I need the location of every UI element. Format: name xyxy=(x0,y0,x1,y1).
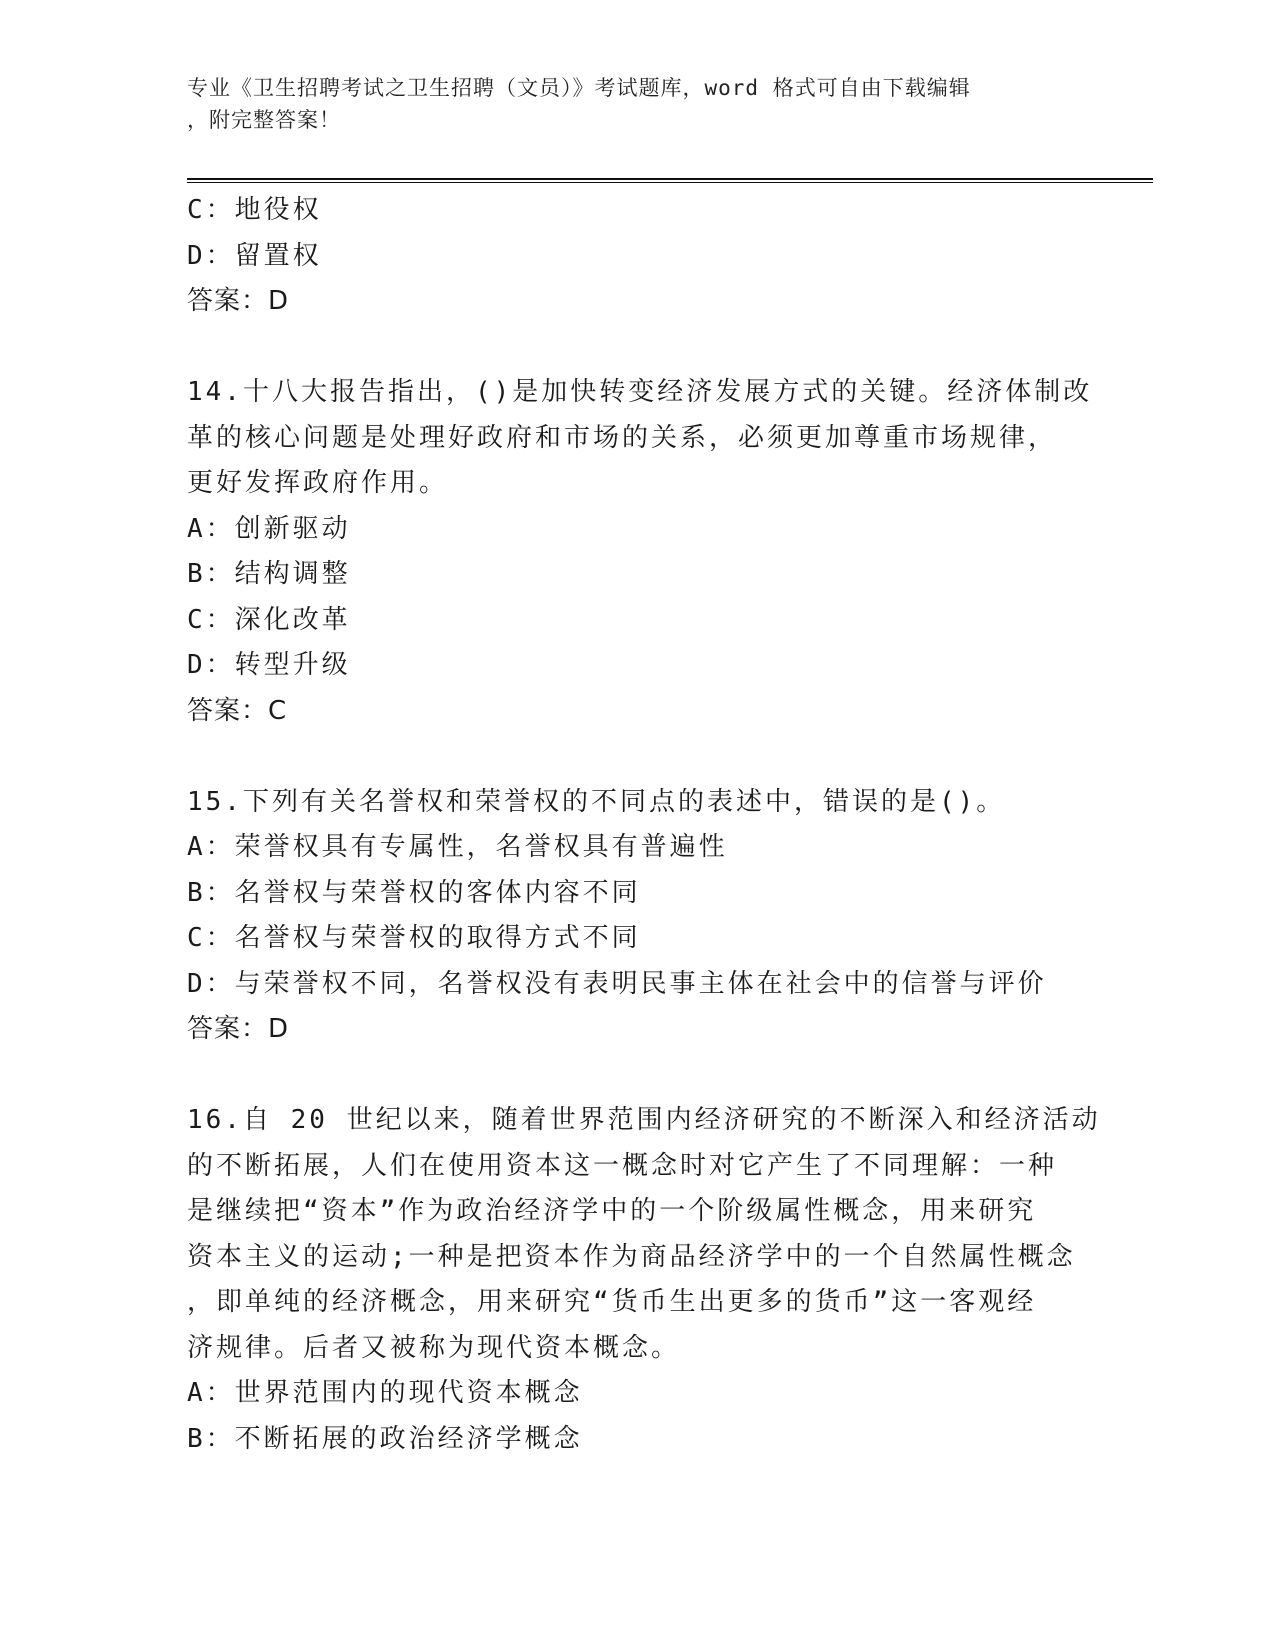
spacer xyxy=(187,734,1087,780)
question-content xyxy=(187,188,1101,1462)
question-text-line: 的不断拓展，人们在使用资本这一概念时对它产生了不同理解：一种 xyxy=(187,1150,1058,1181)
question-text-line: ，即单纯的经济概念，用来研究“货币生出更多的货币”这一客观经 xyxy=(187,1287,1037,1317)
question-text-line: 革的核心问题是处理好政府和市场的关系，必须更加尊重市场规律， xyxy=(187,422,1058,453)
spacer xyxy=(187,325,1087,371)
header-line-1: 专业《卫生招聘考试之卫生招聘（文员）》考试题库，word 格式可自由下载编辑 xyxy=(187,76,971,100)
option-d: D：留置权 xyxy=(187,240,322,271)
spacer xyxy=(187,1053,1087,1099)
option-a: A：创新驱动 xyxy=(187,513,351,544)
question-text-line: 14.十八大报告指出，()是加快转变经济发展方式的关键。经济体制改 xyxy=(187,377,1093,407)
option-c: C：地役权 xyxy=(187,195,322,225)
question-text-line: 是继续把“资本”作为政治经济学中的一个阶级属性概念，用来研究 xyxy=(187,1196,1037,1226)
answer-line: 答案：D xyxy=(187,286,290,316)
question-16 xyxy=(187,1098,1101,1462)
option-d: D：与荣誉权不同，名誉权没有表明民事主体在社会中的信誉与评价 xyxy=(187,968,1047,999)
header-divider-thin xyxy=(187,182,1153,183)
option-c: C：深化改革 xyxy=(187,604,351,635)
option-a: A：荣誉权具有专属性，名誉权具有普遍性 xyxy=(187,832,728,862)
header-line-2: ，附完整答案！ xyxy=(187,108,341,132)
previous-question-tail xyxy=(187,188,1087,325)
page-header xyxy=(187,72,1067,136)
answer-line: 答案：C xyxy=(187,695,288,726)
question-text-line: 资本主义的运动;一种是把资本作为商品经济学中的一个自然属性概念 xyxy=(187,1241,1076,1272)
question-text-line: 济规律。后者又被称为现代资本概念。 xyxy=(187,1332,681,1363)
question-14 xyxy=(187,370,1093,734)
option-c: C：名誉权与荣誉权的取得方式不同 xyxy=(187,923,641,953)
question-15 xyxy=(187,780,1087,1053)
header-divider xyxy=(187,178,1153,180)
option-a: A：世界范围内的现代资本概念 xyxy=(187,1378,583,1408)
question-text-line: 16.自 20 世纪以来，随着世界范围内经济研究的不断深入和经济活动 xyxy=(187,1105,1101,1135)
option-b: B：结构调整 xyxy=(187,559,351,589)
answer-line: 答案：D xyxy=(187,1014,290,1044)
option-d: D：转型升级 xyxy=(187,650,351,680)
question-text-line: 15.下列有关名誉权和荣誉权的不同点的表述中，错误的是()。 xyxy=(187,786,1006,817)
option-b: B：名誉权与荣誉权的客体内容不同 xyxy=(187,877,641,908)
question-text-line: 更好发挥政府作用。 xyxy=(187,468,449,498)
option-b: B：不断拓展的政治经济学概念 xyxy=(187,1423,583,1454)
